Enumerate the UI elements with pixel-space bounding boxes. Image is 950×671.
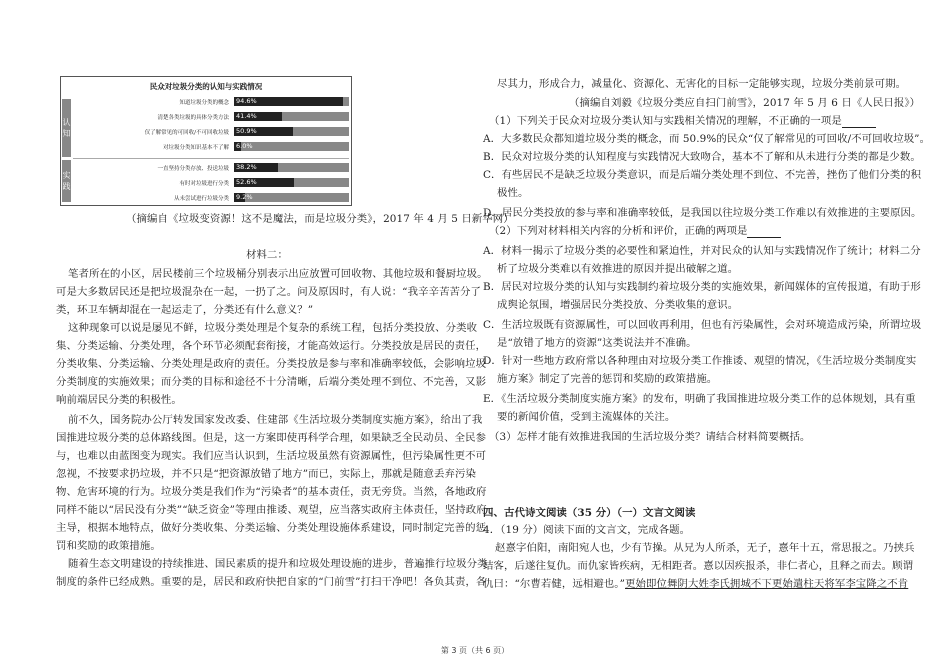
group-divider (73, 158, 349, 159)
material2-title: 材料二： (246, 249, 288, 261)
chart-title: 民众对垃圾分类的认知与实践情况 (149, 82, 263, 91)
question-line: C．有些居民不是缺乏垃圾分类意识，而是后端分类处理不到位、不完善，挫伤了他们分类的积 (483, 169, 922, 181)
classical-text-line-1: 赵憙字伯阳，南阳宛人也，少有节操。从兄为人所杀，无子，憙年十五，常思报之。乃挟兵 (495, 542, 915, 554)
chart-row-label: 对垃圾分类知识基本不了解 (162, 145, 229, 151)
body-line: 制度的条件已经成熟。重要的是，居民和政府快把自家的“门前雪”打扫干净吧！各负其责，各 (56, 576, 487, 588)
answer-blank[interactable] (842, 118, 876, 128)
chart-bar-track (234, 178, 349, 187)
question-line: （1）下列关于民众对垃圾分类认知与实践相关情况的理解，不正确的一项是 (489, 114, 876, 128)
body-line: 同样不能以“居民没有分类”“缺乏资金”等理由推诿、观望，应当落实政府主体责任，坚持政府 (56, 504, 487, 516)
chart-bar-track (234, 193, 349, 202)
source-note-1: （摘编自《垃圾变资源！这不是魔法，而是垃圾分类》，2017 年 4 月 5 日新华网） (126, 213, 514, 225)
body-line: 物、危害环境的行为。垃圾分类是我们作为“污染者”的基本责任，责无旁贷。当然，各地政府 (56, 486, 487, 498)
body-line: 罚和奖励的政策措施。 (56, 540, 161, 552)
question-line: D．针对一些地方政府常以各种理由对垃圾分类工作推诿、观望的情况，《生活垃圾分类制度实 (483, 355, 917, 367)
question-line: 尽其力，形成合力，减量化、资源化、无害化的目标一定能够实现，垃圾分类前景可期。 (497, 78, 907, 90)
question-line: 极性。 (497, 187, 529, 199)
chart-row-label: 仅了解常见的可回收/不可回收垃圾 (144, 130, 229, 136)
question-line: C．生活垃圾既有资源属性，可以回收再利用，但也有污染属性，会对环境造成污染，所谓垃圾 (483, 319, 922, 331)
underlined-passage: 更始即位舞阴大姓李氏拥城不下更始遣柱天将军李宝降之不肯 (625, 578, 909, 590)
question-line: 成舆论氛围，增强居民分类投放、分类收集的意识。 (497, 299, 739, 311)
classical-text-line-3 (483, 577, 908, 591)
question-line: 析了垃圾分类难以有效推进的原因并提出破解之道。 (497, 263, 739, 275)
group-label-cognition: 认知 (62, 99, 71, 157)
question4-intro: 4．（19 分）阅读下面的文言文，完成各题。 (483, 524, 691, 536)
group-label-practice: 实践 (62, 160, 71, 202)
question-line: （摘编自刘毅《垃圾分类应自扫门前雪》，2017 年 5 月 6 日《人民日报》） (569, 97, 921, 109)
chart-bar-track (234, 112, 349, 121)
body-line: 可是大多数居民还是把垃圾混杂在一起，一扔了之。问及原因时，有人说：“我辛辛苦苦分了 (56, 286, 482, 298)
body-line: 忽视，不按要求扔垃圾，并不只是“把资源放错了地方”而已，实际上，那就是随意丢弃污染 (56, 468, 476, 480)
chart-bar-track (234, 127, 349, 136)
chart-bar-track (234, 97, 349, 106)
chart-bar-track (234, 163, 349, 172)
question-line: B．居民对垃圾分类的认知与实践制约着垃圾分类的实施效果，新闻媒体的宣传报道，有助于形 (483, 281, 921, 293)
body-line: 集、分类运输、分类处理，各个环节必须配套衔接，才能高效运行。分类投放是居民的责任， (56, 340, 487, 352)
chart-row-label: 从未尝试进行垃圾分类 (173, 196, 229, 202)
body-line: 与，也难以由蓝图变为现实。我们应当认识到，生活垃圾虽然有资源属性，但污染属性更不可 (56, 450, 487, 462)
classical-quote: 仇曰：“尔曹若健，远相避也。” (483, 578, 626, 590)
body-line: 前不久，国务院办公厅转发国家发改委、住建部《生活垃圾分类制度实施方案》，给出了我 (68, 414, 483, 426)
question-line: B．民众对垃圾分类的认知程度与实践情况大致吻合，基本不了解和从未进行分类的都是少数。 (483, 151, 921, 163)
question-line: 是“放错了地方的资源”这类说法并不准确。 (497, 337, 697, 349)
question-line: A．大多数民众都知道垃圾分类的概念，而 50.9%的民众“仅了解常见的可回收/不可回收垃圾”。 (483, 133, 931, 145)
question-line: （2）下列对材料相关内容的分析和评价，正确的两项是 (489, 224, 781, 238)
question-line: A．材料一揭示了垃圾分类的必要性和紧迫性，并对民众的认知与实践情况作了统计；材料二分 (483, 245, 921, 257)
question-line: 施方案》制定了完善的惩罚和奖励的政策措施。 (497, 373, 718, 385)
chart-row-label: 一直坚持分类存放、投送垃圾 (157, 166, 229, 172)
chart-value-label: 52.6% (236, 178, 257, 186)
chart-row-label: 知道垃圾分类的概念 (179, 100, 229, 106)
chart-value-label: 41.4% (236, 112, 257, 120)
answer-blank[interactable] (747, 228, 781, 238)
page-footer: 第 3 页（共 6 页） (440, 646, 510, 655)
chart-value-label: 50.9% (236, 127, 257, 135)
question-line: 要的新闻价值，受到主流媒体的关注。 (497, 411, 676, 423)
chart-row-label: 有时对垃圾进行分类 (179, 181, 229, 187)
body-line: 这种现象可以说是屡见不鲜，垃圾分类处理是个复杂的系统工程，包括分类投放、分类收 (68, 322, 478, 334)
body-line: 随着生态文明建设的持续推进、国民素质的提升和垃圾处理设施的进步，普遍推行垃圾分类 (68, 558, 488, 570)
question-line: D．居民分类投放的参与率和准确率较低，是我国以往垃圾分类工作难以有效推进的主要原因。 (483, 207, 922, 219)
chart-value-label: 6.0% (236, 142, 253, 150)
chart-value-label: 9.2% (236, 193, 253, 201)
body-line: 分类制度的实施效果；而分类的目标和途径不十分清晰，后端分类处理不到位、不完善，又影 (56, 376, 487, 388)
section4-heading: 四、古代诗文阅读（35 分）（一）文言文阅读 (483, 507, 696, 519)
question-line: E．《生活垃圾分类制度实施方案》的发布，明确了我国推进垃圾分类工作的总体规划，具有重 (483, 393, 916, 405)
question-line: （3）怎样才能有效推进我国的生活垃圾分类？请结合材料简要概括。 (489, 431, 811, 443)
chart-value-label: 94.6% (236, 97, 257, 105)
body-line: 类，环卫车辆却混在一起运走了，分类还有什么意义？” (56, 304, 314, 316)
body-line: 分类收集、分类运输、分类处理是政府的责任。分类投放是参与率和准确率较低，会影响垃圾 (56, 358, 487, 370)
body-line: 笔者所在的小区，居民楼前三个垃圾桶分别表示出应放置可回收物、其他垃圾和餐厨垃圾。 (68, 268, 488, 280)
chart-row-label: 清楚各类垃圾的具体分类方法 (157, 115, 229, 121)
survey-chart (60, 76, 352, 206)
classical-text-line-2: 结客，后遂往复仇。而仇家皆疾病，无相距者。憙以因疾报杀，非仁者心，且释之而去。顾谓 (483, 560, 914, 572)
chart-value-label: 38.2% (236, 163, 257, 171)
body-line: 国推进垃圾分类的总体路线图。但是，这一方案即使再科学合理，如果缺乏全民动员、全民参 (56, 432, 487, 444)
chart-bar-track (234, 142, 349, 151)
body-line: 主导，根据本地特点，做好分类收集、分类运输、分类处理设施体系建设，同时制定完善的惩 (56, 522, 487, 534)
body-line: 响前端居民分类的积极性。 (56, 394, 182, 406)
